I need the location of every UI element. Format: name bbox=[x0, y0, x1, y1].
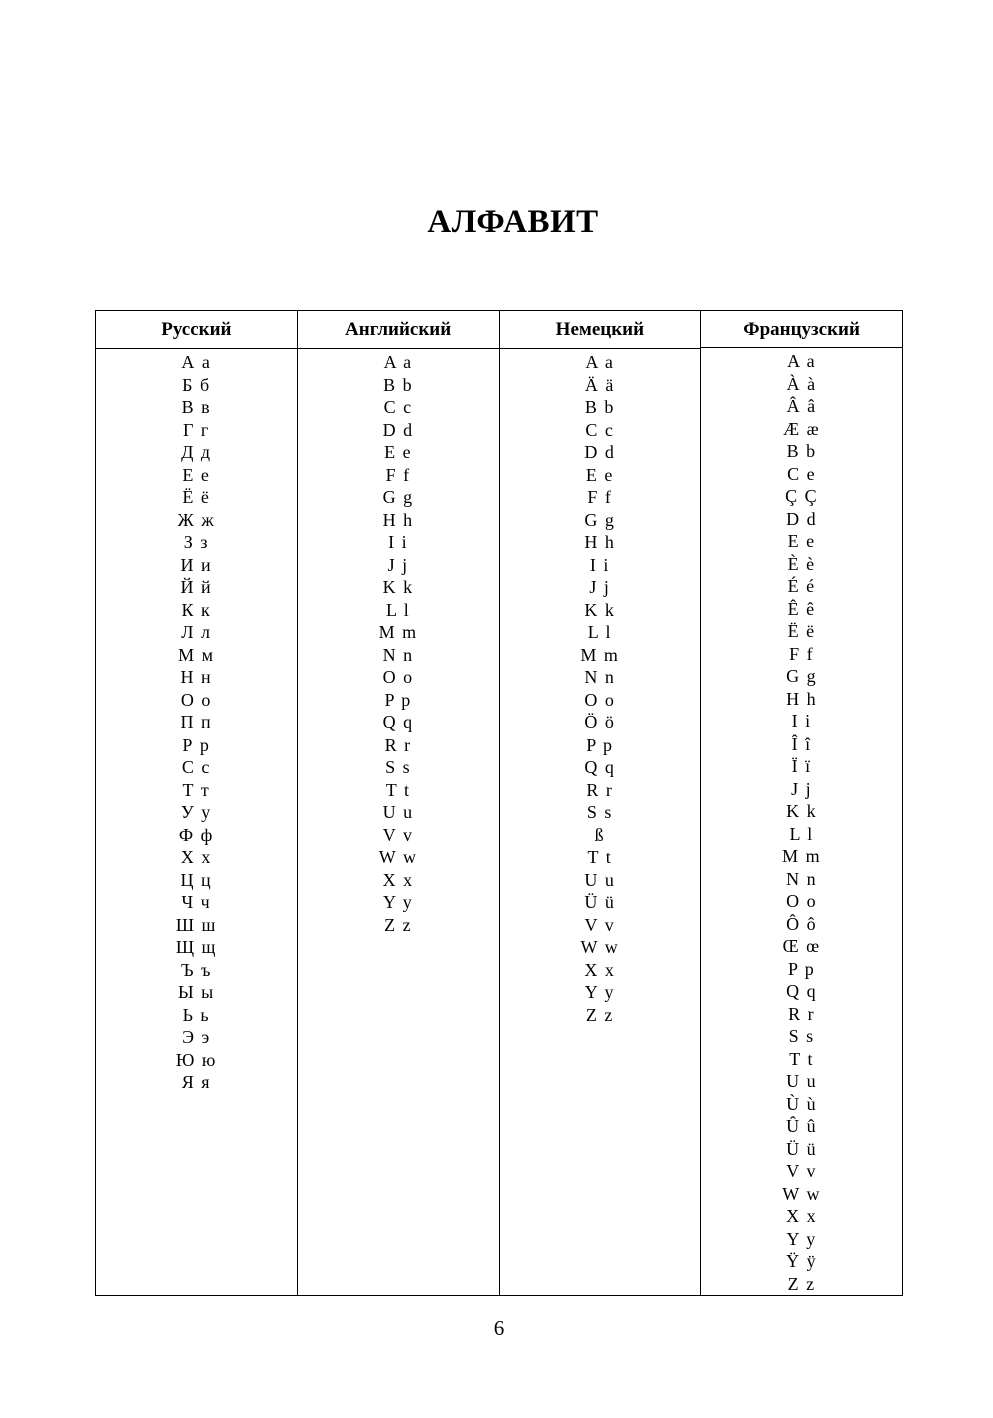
letter-pair: М м bbox=[178, 644, 215, 665]
letters-list-russian bbox=[96, 349, 297, 1094]
letter-pair: O o bbox=[786, 891, 818, 911]
letter-pair: Y y bbox=[382, 892, 414, 912]
letter-pair: A a bbox=[787, 351, 817, 371]
letter-pair: A a bbox=[383, 352, 413, 372]
letter-pair: H h bbox=[382, 509, 414, 530]
column-header-french: Французский bbox=[701, 311, 902, 348]
column-english bbox=[298, 311, 500, 1295]
letter-pair: Œ œ bbox=[782, 936, 821, 956]
letter-pair: T t bbox=[385, 779, 411, 800]
letter-pair: B b bbox=[786, 441, 817, 461]
letter-pair: Z z bbox=[787, 1273, 816, 1294]
letter-pair: С с bbox=[181, 757, 211, 777]
letter-pair: G g bbox=[786, 666, 818, 686]
letter-pair: Е е bbox=[182, 464, 211, 485]
letter-pair: Н н bbox=[180, 667, 213, 687]
letter-pair: J j bbox=[387, 554, 409, 575]
letter-pair: O o bbox=[584, 689, 616, 710]
letter-pair: W w bbox=[782, 1183, 821, 1204]
letter-pair: А а bbox=[181, 352, 212, 372]
column-header-german: Немецкий bbox=[500, 311, 701, 349]
letter-pair: ß bbox=[594, 824, 606, 845]
page-title: АЛФАВИТ bbox=[427, 204, 599, 240]
letter-pair: B b bbox=[383, 374, 414, 395]
letter-pair: H h bbox=[584, 532, 616, 552]
letter-pair: Й й bbox=[180, 577, 213, 597]
letter-pair: В в bbox=[181, 397, 212, 417]
letter-pair: K k bbox=[786, 801, 818, 821]
letter-pair: R r bbox=[788, 1003, 816, 1024]
letter-pair: Ы ы bbox=[177, 982, 215, 1002]
letter-pair: P p bbox=[586, 734, 614, 755]
letter-pair: G g bbox=[382, 487, 414, 507]
letter-pair: Ц ц bbox=[180, 869, 213, 890]
letter-pair: I i bbox=[791, 711, 812, 731]
letter-pair: U u bbox=[382, 802, 414, 822]
letter-pair: S s bbox=[385, 757, 412, 777]
letter-pair: U u bbox=[584, 869, 616, 890]
column-russian bbox=[96, 311, 298, 1295]
letter-pair: R r bbox=[586, 779, 614, 800]
letter-pair: Ÿ ÿ bbox=[786, 1251, 818, 1271]
letter-pair: C c bbox=[585, 419, 615, 440]
letter-pair: V v bbox=[382, 824, 414, 845]
letter-pair: D d bbox=[584, 442, 616, 462]
letter-pair: Ч ч bbox=[181, 892, 212, 912]
letter-pair: D d bbox=[382, 419, 414, 440]
column-header-russian: Русский bbox=[96, 311, 297, 349]
letter-pair: Ш ш bbox=[175, 914, 217, 935]
letter-pair: À à bbox=[786, 373, 817, 394]
page-number: 6 bbox=[493, 1316, 505, 1340]
letter-pair: N n bbox=[786, 868, 818, 889]
letter-pair: Â â bbox=[786, 396, 817, 416]
letter-pair: R r bbox=[384, 734, 412, 755]
letter-pair: Ъ ъ bbox=[180, 959, 212, 980]
letter-pair: Р р bbox=[182, 734, 211, 755]
letter-pair: B b bbox=[584, 397, 615, 417]
letter-pair: H h bbox=[786, 688, 818, 709]
letter-pair: К к bbox=[181, 599, 212, 620]
letter-pair: F f bbox=[385, 464, 411, 485]
letter-pair: Ь ь bbox=[182, 1004, 211, 1025]
letter-pair: У у bbox=[181, 802, 212, 822]
letter-pair: Ë ë bbox=[787, 621, 816, 641]
letter-pair: X x bbox=[382, 869, 414, 890]
letter-pair: S s bbox=[788, 1026, 815, 1046]
letter-pair: Ö ö bbox=[584, 712, 616, 732]
letters-list-english bbox=[298, 349, 499, 936]
letter-pair: W w bbox=[378, 847, 418, 867]
letter-pair: З з bbox=[183, 532, 209, 552]
letter-pair: Y y bbox=[786, 1228, 817, 1249]
letter-pair: Х х bbox=[180, 847, 212, 867]
letter-pair: V v bbox=[786, 1161, 817, 1181]
column-header-english: Английский bbox=[298, 311, 499, 349]
letter-pair: É é bbox=[787, 576, 816, 596]
letter-pair: Ф ф bbox=[178, 824, 214, 845]
letter-pair: T t bbox=[587, 847, 613, 867]
letter-pair: X x bbox=[786, 1206, 818, 1226]
letter-pair: D d bbox=[786, 508, 818, 529]
letter-pair: K k bbox=[382, 577, 414, 597]
letter-pair: Ù ù bbox=[786, 1093, 818, 1114]
letter-pair: È è bbox=[787, 553, 816, 574]
letters-list-french bbox=[701, 348, 902, 1295]
letter-pair: C c bbox=[383, 397, 413, 417]
letter-pair: Т т bbox=[182, 779, 211, 800]
letter-pair: Æ æ bbox=[783, 418, 821, 439]
letter-pair: Ü ü bbox=[584, 892, 616, 912]
letter-pair: E e bbox=[585, 464, 614, 485]
letter-pair: Ô ô bbox=[786, 913, 818, 934]
letter-pair: О о bbox=[180, 689, 212, 710]
letter-pair: M m bbox=[580, 644, 620, 665]
letter-pair: I i bbox=[388, 532, 409, 552]
column-french bbox=[701, 311, 902, 1295]
letter-pair: Ё ё bbox=[182, 487, 211, 507]
letter-pair: И и bbox=[180, 554, 213, 575]
letter-pair: Ю ю bbox=[175, 1049, 217, 1070]
letter-pair: A a bbox=[585, 352, 615, 372]
letter-pair: Э э bbox=[182, 1027, 211, 1047]
letter-pair: Ê ê bbox=[787, 598, 816, 619]
letter-pair: Щ щ bbox=[175, 937, 217, 957]
letter-pair: O o bbox=[382, 667, 414, 687]
letter-pair: Я я bbox=[181, 1072, 212, 1092]
letter-pair: J j bbox=[791, 778, 813, 799]
letter-pair: X x bbox=[584, 959, 616, 980]
letter-pair: L l bbox=[385, 599, 411, 620]
letter-pair: Ç Ç bbox=[785, 486, 819, 506]
letter-pair: I i bbox=[589, 554, 610, 575]
letters-list-german bbox=[500, 349, 701, 1026]
letter-pair: Q q bbox=[584, 757, 616, 777]
letter-pair: K k bbox=[584, 599, 616, 620]
letter-pair: N n bbox=[584, 667, 616, 687]
letter-pair: Б б bbox=[182, 374, 211, 395]
letter-pair: Y y bbox=[584, 982, 616, 1002]
letter-pair: U u bbox=[786, 1071, 818, 1091]
letter-pair: E e bbox=[384, 442, 413, 462]
letter-pair: Ü ü bbox=[786, 1138, 818, 1159]
letter-pair: M m bbox=[782, 846, 822, 866]
letter-pair: Г г bbox=[182, 419, 210, 440]
alphabet-table bbox=[95, 310, 903, 1296]
letter-pair: Z z bbox=[585, 1004, 614, 1025]
letter-pair: V v bbox=[584, 914, 616, 935]
letter-pair: Л л bbox=[181, 622, 212, 642]
letter-pair: F f bbox=[587, 487, 613, 507]
letter-pair: L l bbox=[789, 823, 814, 844]
letter-pair: F f bbox=[789, 643, 815, 664]
letter-pair: Î î bbox=[791, 733, 812, 754]
letter-pair: Q q bbox=[382, 712, 414, 732]
letter-pair: E e bbox=[787, 531, 816, 551]
letter-pair: Z z bbox=[384, 914, 413, 935]
letter-pair: P p bbox=[787, 958, 816, 979]
letter-pair: Д д bbox=[181, 442, 212, 462]
letter-pair: M m bbox=[378, 622, 418, 642]
letter-pair: G g bbox=[584, 509, 616, 530]
column-german bbox=[500, 311, 702, 1295]
letter-pair: P p bbox=[384, 689, 412, 710]
letter-pair: C e bbox=[787, 463, 817, 484]
letter-pair: T t bbox=[789, 1048, 814, 1069]
letter-pair: Q q bbox=[786, 981, 818, 1001]
letter-pair: Ï ï bbox=[791, 756, 812, 776]
letter-pair: Ä ä bbox=[584, 374, 615, 395]
letter-pair: Ж ж bbox=[177, 509, 216, 530]
letter-pair: J j bbox=[589, 577, 611, 597]
letter-pair: П п bbox=[180, 712, 213, 732]
letter-pair: Û û bbox=[786, 1116, 818, 1136]
letter-pair: W w bbox=[580, 937, 620, 957]
letter-pair: N n bbox=[382, 644, 414, 665]
letter-pair: L l bbox=[587, 622, 613, 642]
letter-pair: S s bbox=[586, 802, 613, 822]
